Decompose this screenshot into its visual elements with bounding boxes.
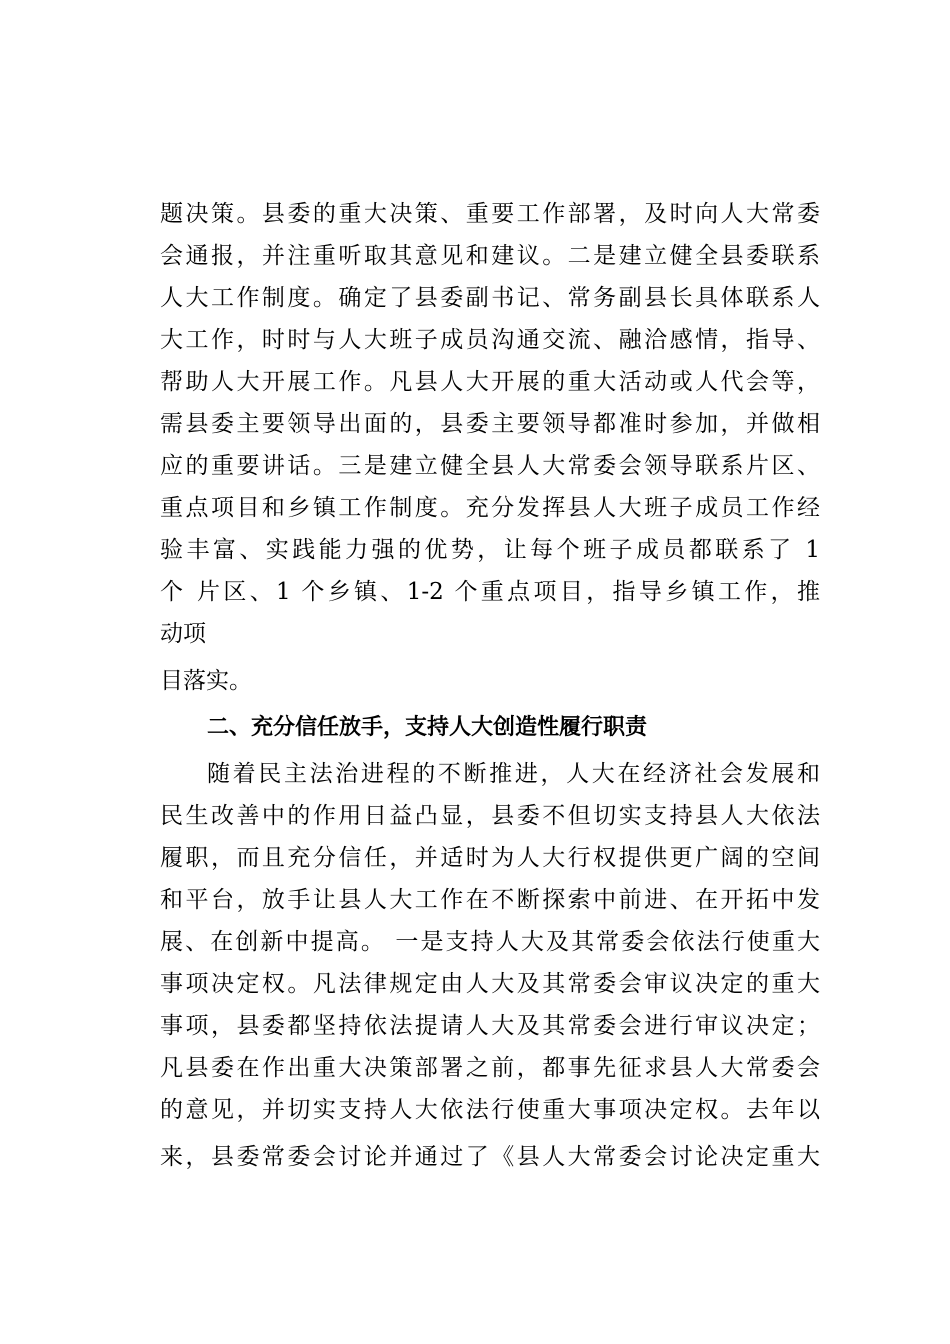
body-text-line: 事项，县委都坚持依法提请人大及其常委会进行审议决定；: [160, 1013, 820, 1039]
body-text-line: 凡县委在作出重大决策部署之前，都事先征求县人大常委会: [160, 1055, 820, 1081]
body-text-line: 履职，而且充分信任，并适时为人大行权提供更广阔的空间: [160, 845, 820, 871]
body-text-line: 和平台，放手让县人大工作在不断探索中前进、在开拓中发: [160, 887, 820, 913]
body-text-line: 应的重要讲话。三是建立健全县人大常委会领导联系片区、: [160, 453, 820, 479]
body-text-line: 事项决定权。凡法律规定由人大及其常委会审议决定的重大: [160, 971, 820, 997]
body-text-line: 的意见，并切实支持人大依法行使重大事项决定权。去年以: [160, 1097, 820, 1123]
body-text-line: 会通报，并注重听取其意见和建议。二是建立健全县委联系: [160, 243, 820, 269]
body-text-line: 重点项目和乡镇工作制度。充分发挥县人大班子成员工作经: [160, 495, 820, 521]
body-text-line: 随着民主法治进程的不断推进，人大在经济社会发展和: [207, 761, 820, 787]
body-text-line: 目落实。: [160, 668, 252, 694]
body-text-line: 题决策。县委的重大决策、重要工作部署，及时向人大常委: [160, 201, 820, 227]
body-text-line: 大工作，时时与人大班子成员沟通交流、融洽感情，指导、: [160, 327, 820, 353]
body-text-line: 来，县委常委会讨论并通过了《县人大常委会讨论决定重大: [160, 1144, 820, 1170]
body-text-line: 个 片区、1 个乡镇、1-2 个重点项目，指导乡镇工作，推: [160, 579, 820, 605]
body-text-line: 人大工作制度。确定了县委副书记、常务副县长具体联系人: [160, 285, 820, 311]
body-text-line: 动项: [160, 621, 206, 647]
section-heading: 二、充分信任放手，支持人大创造性履行职责: [207, 715, 648, 740]
body-text-line: 验丰富、实践能力强的优势，让每个班子成员都联系了 1: [160, 537, 820, 563]
body-text-line: 民生改善中的作用日益凸显，县委不但切实支持县人大依法: [160, 803, 820, 829]
body-text-line: 帮助人大开展工作。凡县人大开展的重大活动或人代会等，: [160, 369, 820, 395]
body-text-line: 展、在创新中提高。 一是支持人大及其常委会依法行使重大: [160, 929, 820, 955]
body-text-line: 需县委主要领导出面的，县委主要领导都准时参加，并做相: [160, 411, 820, 437]
